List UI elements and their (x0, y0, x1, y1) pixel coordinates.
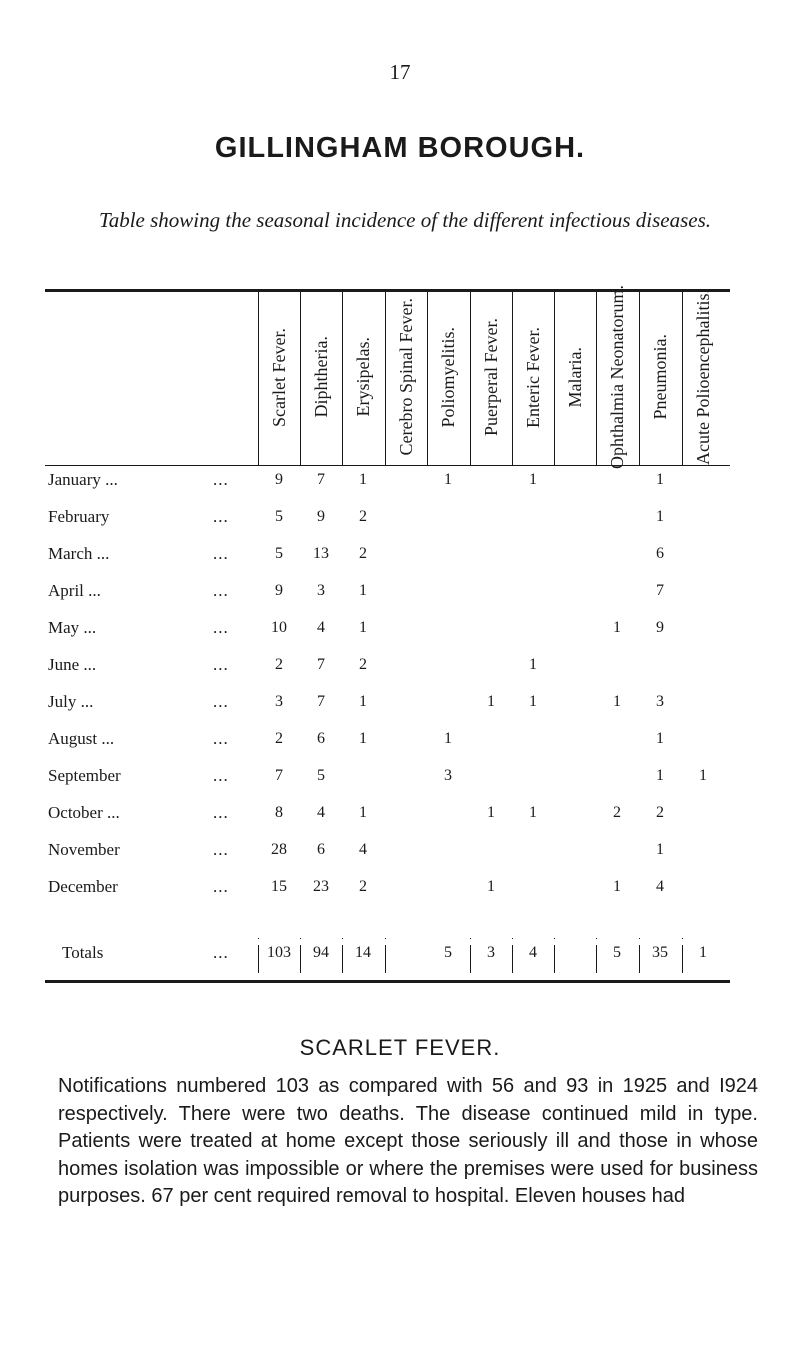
table-cell: 35 (652, 944, 668, 961)
table-cell: 7 (656, 582, 664, 599)
table-cell: 1 (656, 471, 664, 488)
section-title: SCARLET FEVER. (299, 1035, 501, 1060)
table-cell: 9 (275, 582, 283, 599)
row-label (48, 581, 260, 601)
table-cell: 7 (275, 767, 283, 784)
table-cell: 1 (656, 730, 664, 747)
table-cell: 1 (487, 693, 495, 710)
row-label (48, 507, 260, 527)
table-cell: 1 (359, 471, 367, 488)
table-cell: 1 (613, 878, 621, 895)
table-cell: 23 (313, 878, 329, 895)
column-header (597, 285, 637, 469)
row-label (48, 655, 260, 675)
table-cell: 2 (359, 545, 367, 562)
table-cell: 2 (359, 656, 367, 673)
table-cell: 1 (359, 619, 367, 636)
table-cell: 4 (317, 804, 325, 821)
column-header (640, 292, 680, 462)
column-header-label: Poliomyelitis. (437, 326, 458, 428)
table-cell: 5 (275, 545, 283, 562)
totals-top-tick (512, 938, 513, 939)
table-cell: 1 (656, 767, 664, 784)
column-header (301, 292, 341, 462)
body-paragraph: Notifications numbered 103 as compared with 56 and 93 in 1925 and I924 respectively. There were two deaths. The disease continued mild in type. Patients were treated at home except those seriously ill and those in whose homes isolation was impossible or where the premises were used for business purposes. 67 per cent required removal to hospital. Eleven houses had (58, 1075, 758, 1207)
table-cell: 1 (656, 841, 664, 858)
table-cell: 1 (529, 471, 537, 488)
totals-divider (385, 945, 386, 973)
table-cell: 1 (529, 693, 537, 710)
table-cell: 1 (359, 804, 367, 821)
column-header-label: Pneumonia. (649, 334, 670, 420)
table-cell: 1 (487, 804, 495, 821)
table-cell: 3 (656, 693, 664, 710)
row-label (48, 766, 260, 786)
table-cell: 15 (271, 878, 287, 895)
column-header (343, 292, 383, 462)
leader-dots: ... (213, 766, 229, 785)
column-header (683, 289, 723, 465)
table-caption: Table showing the seasonal incidence of the different infectious diseases. (98, 208, 712, 232)
page-number: 17 (389, 60, 411, 84)
table-cell: 6 (317, 841, 325, 858)
totals-top-tick (554, 938, 555, 939)
column-header (428, 292, 468, 462)
table-cell: 28 (271, 841, 287, 858)
totals-divider (554, 945, 555, 973)
row-label-text: December (48, 877, 118, 896)
table-cell: 5 (275, 508, 283, 525)
column-header-label: Erysipelas. (352, 337, 373, 417)
row-label (48, 544, 260, 564)
column-header-label: Acute Polioencephalitis. (692, 289, 713, 465)
table-cell: 1 (656, 508, 664, 525)
table-cell: 5 (317, 767, 325, 784)
row-label-text: September (48, 766, 121, 785)
table-cell: 1 (699, 944, 707, 961)
row-label-text: June ... (48, 655, 97, 674)
row-label-text: Totals (62, 943, 104, 962)
leader-dots: ... (213, 803, 229, 822)
leader-dots: ... (213, 618, 229, 637)
table-cell: 2 (275, 730, 283, 747)
table-cell: 4 (317, 619, 325, 636)
row-label (48, 729, 260, 749)
table-cell: 1 (613, 619, 621, 636)
page-title: GILLINGHAM BOROUGH. (214, 132, 586, 164)
table-cell: 2 (613, 804, 621, 821)
table-cell: 1 (444, 730, 452, 747)
leader-dots: ... (213, 840, 229, 859)
table-cell: 1 (359, 730, 367, 747)
totals-top-tick (385, 938, 386, 939)
table-cell: 1 (359, 582, 367, 599)
column-header (259, 292, 299, 462)
table-cell: 7 (317, 656, 325, 673)
leader-dots: ... (213, 692, 229, 711)
table-cell: 2 (359, 508, 367, 525)
table-cell: 1 (699, 767, 707, 784)
column-header-label: Malaria. (564, 346, 585, 408)
table-cell: 8 (275, 804, 283, 821)
column-header (513, 292, 553, 462)
totals-top-tick (258, 938, 259, 939)
row-label-text: August ... (48, 729, 115, 748)
totals-top-tick (470, 938, 471, 939)
totals-top-tick (639, 938, 640, 939)
leader-dots: ... (213, 507, 229, 526)
column-header-label: Enteric Fever. (522, 326, 543, 428)
leader-dots: ... (213, 729, 229, 748)
column-header (386, 292, 426, 462)
table-cell: 6 (317, 730, 325, 747)
table-cell: 1 (359, 693, 367, 710)
table-cell: 4 (656, 878, 664, 895)
row-label (48, 470, 260, 490)
table-cell: 6 (656, 545, 664, 562)
table-cell: 2 (359, 878, 367, 895)
table-cell: 1 (444, 471, 452, 488)
row-label (48, 618, 260, 638)
row-label-text: October ... (48, 803, 120, 822)
table-cell: 10 (271, 619, 287, 636)
table-cell: 13 (313, 545, 329, 562)
row-label-text: May ... (48, 618, 97, 637)
column-header (471, 292, 511, 462)
leader-dots: ... (213, 943, 229, 962)
leader-dots: ... (213, 655, 229, 674)
leader-dots: ... (213, 470, 229, 489)
row-label (48, 692, 260, 712)
row-label-text: January ... (48, 470, 118, 489)
table-cell: 7 (317, 693, 325, 710)
table-bottom-rule (45, 980, 730, 983)
table-cell: 1 (529, 656, 537, 673)
row-label-text: April ... (48, 581, 101, 600)
leader-dots: ... (213, 877, 229, 896)
table-cell: 9 (275, 471, 283, 488)
row-label-text: November (48, 840, 120, 859)
table-cell: 3 (275, 693, 283, 710)
table-cell: 1 (613, 693, 621, 710)
totals-top-tick (342, 938, 343, 939)
table-cell: 2 (275, 656, 283, 673)
table-cell: 1 (487, 878, 495, 895)
row-label (48, 877, 260, 897)
column-header-label: Diphtheria. (310, 336, 331, 418)
column-header-label: Puerperal Fever. (480, 318, 501, 436)
table-cell: 3 (444, 767, 452, 784)
table-cell: 3 (487, 944, 495, 961)
table-cell: 1 (529, 804, 537, 821)
table-cell: 14 (355, 944, 371, 961)
row-label-text: July ... (48, 692, 94, 711)
totals-top-tick (682, 938, 683, 939)
table-cell: 3 (317, 582, 325, 599)
column-header-label: Scarlet Fever. (268, 327, 289, 427)
table-cell: 9 (656, 619, 664, 636)
table-cell: 94 (313, 944, 329, 961)
row-label (48, 803, 260, 823)
leader-dots: ... (213, 581, 229, 600)
table-cell: 103 (267, 944, 291, 961)
column-header (555, 292, 595, 462)
row-label (48, 840, 260, 860)
table-cell: 5 (444, 944, 452, 961)
table-cell: 4 (359, 841, 367, 858)
table-cell: 2 (656, 804, 664, 821)
table-cell: 5 (613, 944, 621, 961)
column-header-label: Cerebro Spinal Fever. (395, 298, 416, 456)
table-cell: 4 (529, 944, 537, 961)
totals-label (48, 943, 260, 963)
table-cell: 7 (317, 471, 325, 488)
leader-dots: ... (213, 544, 229, 563)
totals-top-tick (596, 938, 597, 939)
totals-top-tick (300, 938, 301, 939)
table-cell: 9 (317, 508, 325, 525)
row-label-text: March ... (48, 544, 110, 563)
column-header-label: Ophthalmia Neonatorum. (606, 285, 627, 469)
row-label-text: February (48, 507, 110, 526)
